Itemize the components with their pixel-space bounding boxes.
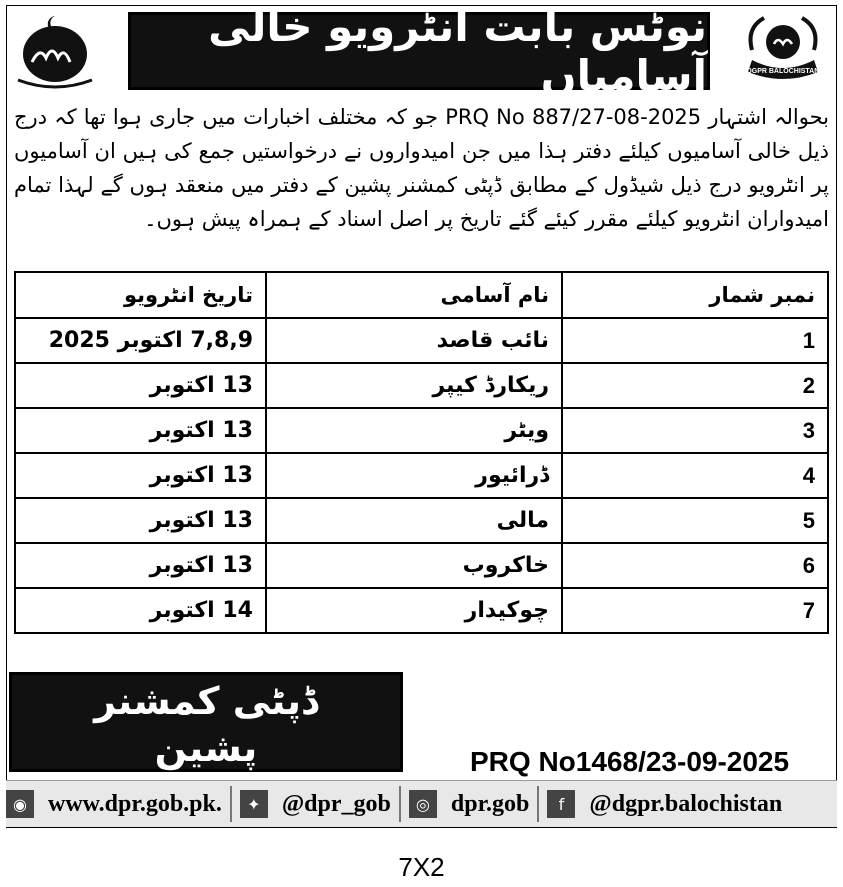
facebook-icon: f: [547, 790, 575, 818]
row-date: 13 اکتوبر: [15, 543, 266, 588]
row-post: چوکیدار: [266, 588, 562, 633]
contact-footer: [6, 780, 837, 827]
row-date: 14 اکتوبر: [15, 588, 266, 633]
header-serial-number: نمبر شمار: [562, 272, 828, 318]
header-interview-date: تاریخ انٹرویو: [15, 272, 266, 318]
header-post-name: نام آسامی: [266, 272, 562, 318]
row-serial: 3: [562, 408, 828, 453]
row-post: خاکروب: [266, 543, 562, 588]
table-row: [15, 318, 828, 363]
table-row: [15, 408, 828, 453]
footer-divider: [230, 786, 232, 822]
row-date: 13 اکتوبر: [15, 498, 266, 543]
signature-designation: ڈپٹی کمشنر: [94, 679, 318, 723]
twitter-handle[interactable]: @dpr_gob: [281, 790, 391, 817]
row-date: 13 اکتوبر: [15, 408, 266, 453]
dgpr-logo: [738, 10, 828, 90]
row-serial: 2: [562, 363, 828, 408]
facebook-handle[interactable]: @dgpr.balochistan: [589, 790, 783, 817]
notice-paragraph: بحوالہ اشتہار PRQ No 887/27-08-2025 جو کہ مختلف اخبارات میں جاری ہوا تھا کہ درج ذیل خالی آسامیوں کیلئے دفتر ہذا میں جن امیدواروں نے درخواستیں جمع کی ہیں ان آسامیوں پر انٹرویو درج ذیل شیڈول کے مطابق ڈپٹی کمشنر پشین کے دفتر میں منعقد ہوں گے لہذا تمام امیدواران انٹرویو کیلئے مقرر کیئے گئے تاریخ پر اصل اسناد کے ہمراہ پیش ہوں۔: [14, 105, 829, 231]
ad-size-code: 7X2: [398, 852, 445, 882]
table-row: [15, 588, 828, 633]
table-row: [15, 498, 828, 543]
footer-divider: [537, 786, 539, 822]
globe-icon: ◉: [6, 790, 34, 818]
instagram-icon: ◎: [409, 790, 437, 818]
instagram-handle[interactable]: dpr.gob: [450, 790, 530, 817]
table-row: [15, 543, 828, 588]
row-post: ویٹر: [266, 408, 562, 453]
website-link[interactable]: www.dpr.gob.pk.: [48, 790, 222, 817]
interview-schedule-table: [14, 271, 829, 634]
row-post: ریکارڈ کیپر: [266, 363, 562, 408]
notice-title: نوٹس بابت انٹرویو خالی آسامیاں: [128, 12, 710, 90]
row-date: 7,8,9 اکتوبر 2025: [15, 318, 266, 363]
twitter-icon: ✦: [240, 790, 268, 818]
row-serial: 1: [562, 318, 828, 363]
row-date: 13 اکتوبر: [15, 363, 266, 408]
footer-divider: [399, 786, 401, 822]
signature-block: [9, 672, 403, 772]
row-post: نائب قاصد: [266, 318, 562, 363]
row-serial: 5: [562, 498, 828, 543]
table-row: [15, 453, 828, 498]
table-header-row: [15, 272, 828, 318]
table-row: [15, 363, 828, 408]
dgpr-logo-text: DGPR BALOCHISTAN: [746, 68, 820, 75]
row-serial: 6: [562, 543, 828, 588]
signature-district: پشین: [154, 726, 258, 770]
prq-reference: PRQ No1468/23-09-2025: [470, 746, 790, 777]
row-post: ڈرائیور: [266, 453, 562, 498]
row-date: 13 اکتوبر: [15, 453, 266, 498]
row-post: مالی: [266, 498, 562, 543]
row-serial: 7: [562, 588, 828, 633]
government-crest-logo: [10, 10, 100, 90]
row-serial: 4: [562, 453, 828, 498]
